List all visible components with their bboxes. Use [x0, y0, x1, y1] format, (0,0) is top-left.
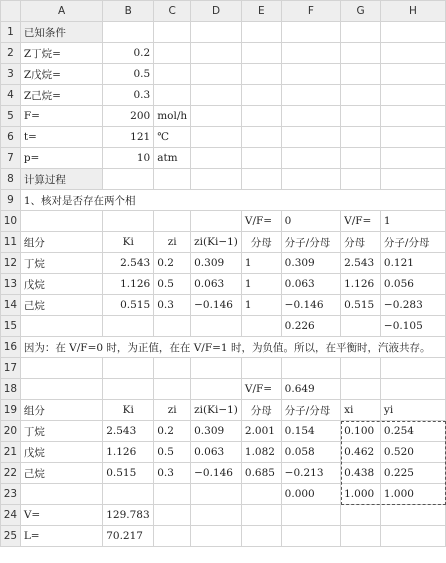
cell-a11[interactable]: 组分 [20, 232, 102, 253]
cell-f19[interactable]: 分子/分母 [281, 400, 340, 421]
sheet-row [1, 400, 446, 421]
row-header[interactable]: 6 [1, 127, 21, 148]
cell-b7[interactable]: 10 [103, 148, 154, 169]
cell-g18[interactable] [341, 379, 381, 400]
cell-a22[interactable]: 己烷 [20, 463, 102, 484]
cell-d10[interactable] [191, 211, 242, 232]
cell-h10[interactable]: 1 [380, 211, 445, 232]
cell-g3[interactable] [341, 64, 381, 85]
cell-g2[interactable] [341, 43, 381, 64]
cell-d19[interactable]: zi(Ki−1) [191, 400, 242, 421]
cell-d5[interactable] [191, 106, 242, 127]
cell-e1[interactable] [241, 22, 281, 43]
cell-g7[interactable] [341, 148, 381, 169]
cell-d24[interactable] [191, 505, 242, 526]
row-header[interactable]: 22 [1, 463, 21, 484]
cell-h19[interactable]: yi [380, 400, 445, 421]
cell-c7[interactable]: atm [154, 148, 191, 169]
cell-d3[interactable] [191, 64, 242, 85]
cell-f4[interactable] [281, 85, 340, 106]
cell-d20[interactable]: 0.309 [191, 421, 242, 442]
cell-h21[interactable]: 0.520 [380, 442, 445, 463]
cell-f24[interactable] [281, 505, 340, 526]
cell-g5[interactable] [341, 106, 381, 127]
row-header[interactable]: 11 [1, 232, 21, 253]
cell-a1[interactable]: 已知条件 [20, 22, 102, 43]
cell-h25[interactable] [380, 526, 445, 547]
cell-b17[interactable] [103, 358, 154, 379]
cell-e17[interactable] [241, 358, 281, 379]
cell-g11[interactable]: 分母 [341, 232, 381, 253]
cell-c22[interactable]: 0.3 [154, 463, 191, 484]
cell-f10[interactable]: 0 [281, 211, 340, 232]
row-header[interactable]: 20 [1, 421, 21, 442]
cell-f7[interactable] [281, 148, 340, 169]
sheet-row [1, 379, 446, 400]
cell-c6[interactable]: ℃ [154, 127, 191, 148]
cell-e10[interactable]: V/F= [241, 211, 281, 232]
cell-a5[interactable]: F= [20, 106, 102, 127]
cell-a4[interactable]: Z己烷= [20, 85, 102, 106]
cell-f22[interactable]: −0.213 [281, 463, 340, 484]
cell-e8[interactable] [241, 169, 281, 190]
cell-c18[interactable] [154, 379, 191, 400]
cell-e15[interactable] [241, 316, 281, 337]
column-header-g[interactable]: G [341, 1, 381, 22]
cell-f20[interactable]: 0.154 [281, 421, 340, 442]
cell-b10[interactable] [103, 211, 154, 232]
cell-a15[interactable] [20, 316, 102, 337]
cell-b20[interactable]: 2.543 [103, 421, 154, 442]
cell-c3[interactable] [154, 64, 191, 85]
sheet-row [1, 64, 446, 85]
cell-a14[interactable]: 己烷 [20, 295, 102, 316]
cell-d18[interactable] [191, 379, 242, 400]
row-header[interactable]: 9 [1, 190, 21, 211]
cell-e18[interactable]: V/F= [241, 379, 281, 400]
cell-e20[interactable]: 2.001 [241, 421, 281, 442]
cell-d4[interactable] [191, 85, 242, 106]
sheet-row [1, 442, 446, 463]
cell-h22[interactable]: 0.225 [380, 463, 445, 484]
sheet-row [1, 295, 446, 316]
cell-b5[interactable]: 200 [103, 106, 154, 127]
row-header[interactable]: 12 [1, 253, 21, 274]
cell-g12[interactable]: 2.543 [341, 253, 381, 274]
cell-e2[interactable] [241, 43, 281, 64]
cell-g15[interactable] [341, 316, 381, 337]
cell-e13[interactable]: 1 [241, 274, 281, 295]
cell-b18[interactable] [103, 379, 154, 400]
sheet-row [1, 526, 446, 547]
cell-e4[interactable] [241, 85, 281, 106]
cell-e14[interactable]: 1 [241, 295, 281, 316]
row-header[interactable]: 23 [1, 484, 21, 505]
sheet-row [1, 484, 446, 505]
cell-c19[interactable]: zi [154, 400, 191, 421]
cell-e24[interactable] [241, 505, 281, 526]
cell-g10[interactable]: V/F= [341, 211, 381, 232]
row-header[interactable]: 16 [1, 337, 21, 358]
cell-g19[interactable]: xi [341, 400, 381, 421]
sheet-row [1, 148, 446, 169]
cell-c25[interactable] [154, 526, 191, 547]
cell-g17[interactable] [341, 358, 381, 379]
sheet-row [1, 316, 446, 337]
cell-a20[interactable]: 丁烷 [20, 421, 102, 442]
cell-c20[interactable]: 0.2 [154, 421, 191, 442]
cell-c11[interactable]: zi [154, 232, 191, 253]
cell-f14[interactable]: −0.146 [281, 295, 340, 316]
cell-b4[interactable]: 0.3 [103, 85, 154, 106]
cell-f8[interactable] [281, 169, 340, 190]
cell-f6[interactable] [281, 127, 340, 148]
cell-g4[interactable] [341, 85, 381, 106]
cell-e7[interactable] [241, 148, 281, 169]
cell-h13[interactable]: 0.056 [380, 274, 445, 295]
cell-h8[interactable] [380, 169, 445, 190]
row-header[interactable]: 13 [1, 274, 21, 295]
cell-d17[interactable] [191, 358, 242, 379]
cell-c24[interactable] [154, 505, 191, 526]
cell-g23[interactable]: 1.000 [341, 484, 381, 505]
cell-e6[interactable] [241, 127, 281, 148]
cell-c17[interactable] [154, 358, 191, 379]
cell-a10[interactable] [20, 211, 102, 232]
row-header[interactable]: 15 [1, 316, 21, 337]
cell-d1[interactable] [191, 22, 242, 43]
row-header[interactable]: 14 [1, 295, 21, 316]
cell-h23[interactable]: 1.000 [380, 484, 445, 505]
cell-c1[interactable] [154, 22, 191, 43]
cell-f5[interactable] [281, 106, 340, 127]
cell-h5[interactable] [380, 106, 445, 127]
cell-b12[interactable]: 2.543 [103, 253, 154, 274]
cell-c13[interactable]: 0.5 [154, 274, 191, 295]
cell-h15[interactable]: −0.105 [380, 316, 445, 337]
cell-h3[interactable] [380, 64, 445, 85]
column-header-a[interactable]: A [20, 1, 102, 22]
cell-a2[interactable]: Z丁烷= [20, 43, 102, 64]
select-all-corner[interactable] [1, 1, 21, 22]
cell-c8[interactable] [154, 169, 191, 190]
cell-h4[interactable] [380, 85, 445, 106]
sheet-row [1, 169, 446, 190]
cell-d6[interactable] [191, 127, 242, 148]
cell-g25[interactable] [341, 526, 381, 547]
sheet-row [1, 22, 446, 43]
cell-b25[interactable]: 70.217 [103, 526, 154, 547]
sheet-row [1, 253, 446, 274]
cell-b23[interactable] [103, 484, 154, 505]
row-header[interactable]: 2 [1, 43, 21, 64]
cell-c14[interactable]: 0.3 [154, 295, 191, 316]
cell-c21[interactable]: 0.5 [154, 442, 191, 463]
cell-a21[interactable]: 戊烷 [20, 442, 102, 463]
sheet-row [1, 421, 446, 442]
cell-b13[interactable]: 1.126 [103, 274, 154, 295]
column-header-h[interactable]: H [380, 1, 445, 22]
cell-b3[interactable]: 0.5 [103, 64, 154, 85]
cell-f3[interactable] [281, 64, 340, 85]
row-header[interactable]: 1 [1, 22, 21, 43]
cell-a7[interactable]: p= [20, 148, 102, 169]
row-header[interactable]: 24 [1, 505, 21, 526]
cell-e22[interactable]: 0.685 [241, 463, 281, 484]
cell-b2[interactable]: 0.2 [103, 43, 154, 64]
sheet-row [1, 106, 446, 127]
column-header-f[interactable]: F [281, 1, 340, 22]
cell-h6[interactable] [380, 127, 445, 148]
cell-a19[interactable]: 组分 [20, 400, 102, 421]
cell-f23[interactable]: 0.000 [281, 484, 340, 505]
cell-h11[interactable]: 分子/分母 [380, 232, 445, 253]
cell-b21[interactable]: 1.126 [103, 442, 154, 463]
row-header[interactable]: 3 [1, 64, 21, 85]
cell-g8[interactable] [341, 169, 381, 190]
cell-d13[interactable]: 0.063 [191, 274, 242, 295]
cell-e21[interactable]: 1.082 [241, 442, 281, 463]
cell-d22[interactable]: −0.146 [191, 463, 242, 484]
cell-f13[interactable]: 0.063 [281, 274, 340, 295]
cell-d15[interactable] [191, 316, 242, 337]
sheet-row [1, 274, 446, 295]
cell-b11[interactable]: Ki [103, 232, 154, 253]
cell-e12[interactable]: 1 [241, 253, 281, 274]
row-header[interactable]: 21 [1, 442, 21, 463]
cell-e5[interactable] [241, 106, 281, 127]
row-header[interactable]: 8 [1, 169, 21, 190]
row-header[interactable]: 25 [1, 526, 21, 547]
cell-b15[interactable] [103, 316, 154, 337]
cell-a18[interactable] [20, 379, 102, 400]
cell-b8[interactable] [103, 169, 154, 190]
cell-g21[interactable]: 0.462 [341, 442, 381, 463]
cell-b6[interactable]: 121 [103, 127, 154, 148]
row-header[interactable]: 18 [1, 379, 21, 400]
cell-h18[interactable] [380, 379, 445, 400]
sheet-row [1, 85, 446, 106]
cell-d12[interactable]: 0.309 [191, 253, 242, 274]
cell-d21[interactable]: 0.063 [191, 442, 242, 463]
cell-g1[interactable] [341, 22, 381, 43]
cell-g24[interactable] [341, 505, 381, 526]
cell-g13[interactable]: 1.126 [341, 274, 381, 295]
row-header[interactable]: 19 [1, 400, 21, 421]
row-header[interactable]: 5 [1, 106, 21, 127]
cell-e19[interactable]: 分母 [241, 400, 281, 421]
cell-9-merged[interactable]: 1、核对是否存在两个相 [20, 190, 445, 211]
column-header-b[interactable]: B [103, 1, 154, 22]
cell-f25[interactable] [281, 526, 340, 547]
cell-d8[interactable] [191, 169, 242, 190]
cell-h2[interactable] [380, 43, 445, 64]
cell-a17[interactable] [20, 358, 102, 379]
cell-e11[interactable]: 分母 [241, 232, 281, 253]
cell-d23[interactable] [191, 484, 242, 505]
row-header[interactable]: 4 [1, 85, 21, 106]
cell-d11[interactable]: zi(Ki−1) [191, 232, 242, 253]
cell-h24[interactable] [380, 505, 445, 526]
cell-g6[interactable] [341, 127, 381, 148]
cell-a24[interactable]: V= [20, 505, 102, 526]
cell-a12[interactable]: 丁烷 [20, 253, 102, 274]
sheet-row [1, 358, 446, 379]
cell-b22[interactable]: 0.515 [103, 463, 154, 484]
sheet-row [1, 43, 446, 64]
cell-d2[interactable] [191, 43, 242, 64]
cell-f11[interactable]: 分子/分母 [281, 232, 340, 253]
sheet-row [1, 232, 446, 253]
cell-f15[interactable]: 0.226 [281, 316, 340, 337]
row-header[interactable]: 10 [1, 211, 21, 232]
cell-h1[interactable] [380, 22, 445, 43]
cell-g14[interactable]: 0.515 [341, 295, 381, 316]
sheet-row [1, 211, 446, 232]
cell-a3[interactable]: Z戊烷= [20, 64, 102, 85]
cell-b19[interactable]: Ki [103, 400, 154, 421]
column-header-e[interactable]: E [241, 1, 281, 22]
column-header-c[interactable]: C [154, 1, 191, 22]
cell-h7[interactable] [380, 148, 445, 169]
cell-b24[interactable]: 129.783 [103, 505, 154, 526]
cell-e3[interactable] [241, 64, 281, 85]
cell-g20[interactable]: 0.100 [341, 421, 381, 442]
cell-a25[interactable]: L= [20, 526, 102, 547]
cell-b14[interactable]: 0.515 [103, 295, 154, 316]
cell-d25[interactable] [191, 526, 242, 547]
sheet-row [1, 337, 446, 358]
sheet-row [1, 190, 446, 211]
column-header-d[interactable]: D [191, 1, 242, 22]
sheet-row [1, 463, 446, 484]
cell-a13[interactable]: 戊烷 [20, 274, 102, 295]
cell-f21[interactable]: 0.058 [281, 442, 340, 463]
cell-c23[interactable] [154, 484, 191, 505]
cell-h20[interactable]: 0.254 [380, 421, 445, 442]
cell-c4[interactable] [154, 85, 191, 106]
cell-f12[interactable]: 0.309 [281, 253, 340, 274]
cell-c12[interactable]: 0.2 [154, 253, 191, 274]
cell-c15[interactable] [154, 316, 191, 337]
cell-e25[interactable] [241, 526, 281, 547]
cell-a23[interactable] [20, 484, 102, 505]
row-header[interactable]: 7 [1, 148, 21, 169]
cell-16-merged[interactable]: 因为：在 V/F=0 时，为正值，在在 V/F=1 时，为负值。所以，在平衡时，汽液共存。 [20, 337, 445, 358]
cell-c2[interactable] [154, 43, 191, 64]
cell-f1[interactable] [281, 22, 340, 43]
cell-h12[interactable]: 0.121 [380, 253, 445, 274]
cell-a8[interactable]: 计算过程 [20, 169, 102, 190]
cell-f2[interactable] [281, 43, 340, 64]
cell-c5[interactable]: mol/h [154, 106, 191, 127]
sheet-row [1, 127, 446, 148]
cell-h14[interactable]: −0.283 [380, 295, 445, 316]
cell-g22[interactable]: 0.438 [341, 463, 381, 484]
cell-f18[interactable]: 0.649 [281, 379, 340, 400]
cell-h17[interactable] [380, 358, 445, 379]
cell-d14[interactable]: −0.146 [191, 295, 242, 316]
cell-b1[interactable] [103, 22, 154, 43]
cell-f17[interactable] [281, 358, 340, 379]
sheet-row [1, 505, 446, 526]
cell-e23[interactable] [241, 484, 281, 505]
cell-c10[interactable] [154, 211, 191, 232]
cell-a6[interactable]: t= [20, 127, 102, 148]
cell-d7[interactable] [191, 148, 242, 169]
row-header[interactable]: 17 [1, 358, 21, 379]
